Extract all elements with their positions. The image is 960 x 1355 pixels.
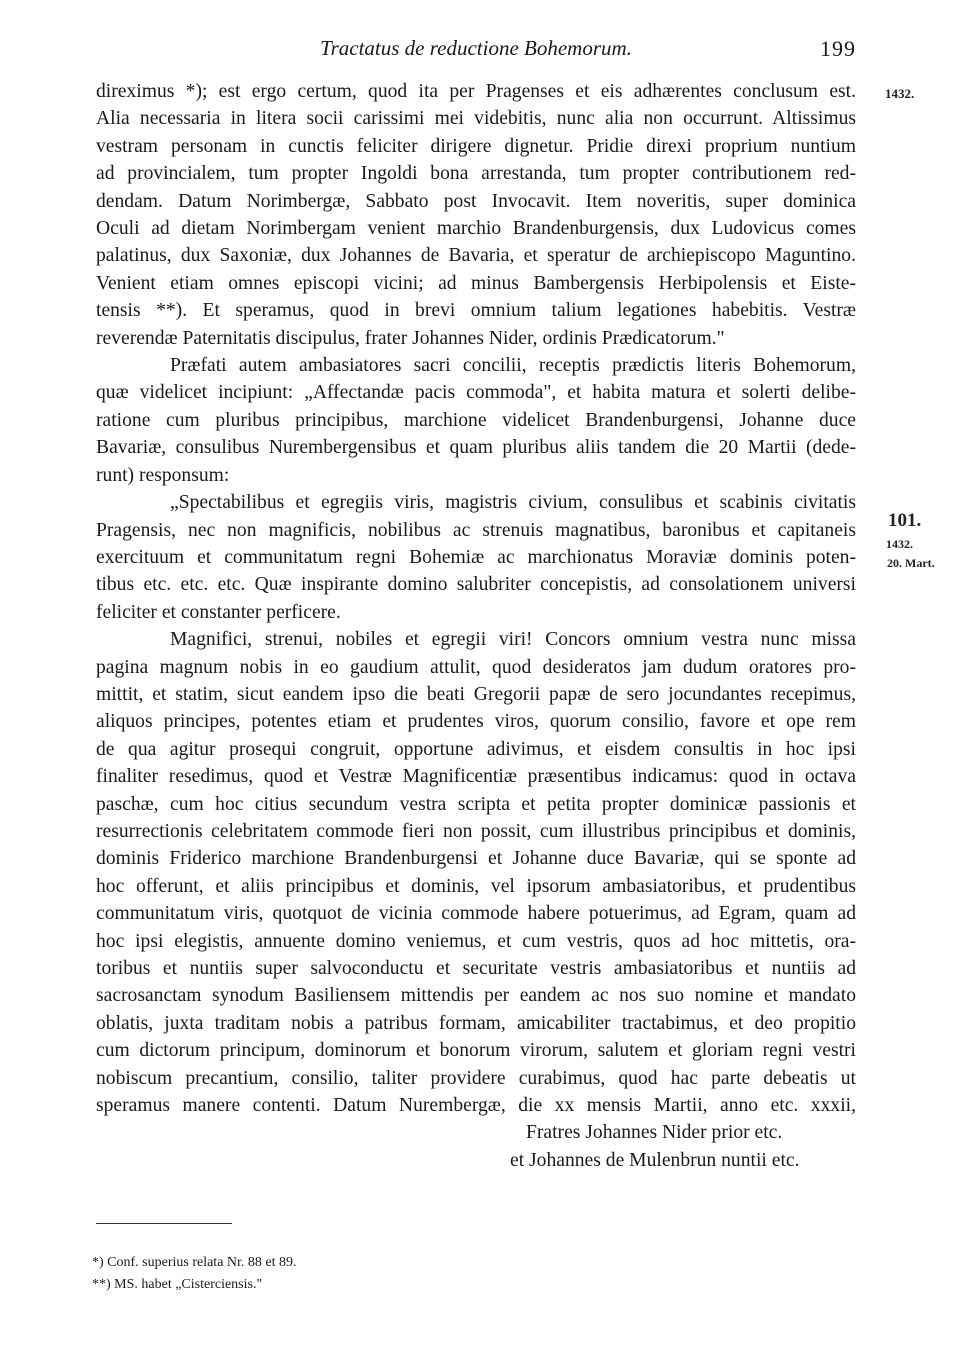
text-line: Bavariæ, consulibus Nurembergensibus et quam pluribus aliis tandem die 20 Martii (dede- bbox=[96, 437, 856, 459]
text-line: feliciter et constanter perficere. bbox=[96, 601, 341, 623]
text-line: sacrosanctam synodum Basiliensem mittendis per eandem ac nos suo nomine et mandato bbox=[96, 985, 856, 1007]
text-line: communitatum viris, quotquot de vicinia commode habere potuerimus, ad Egram, quam ad bbox=[96, 903, 856, 925]
text-line: aliquos principes, potentes etiam et prudentes viros, quorum consilio, favore et ope rem bbox=[96, 711, 856, 733]
running-title: Tractatus de reductione Bohemorum. bbox=[320, 36, 632, 60]
text-line: cum dictorum principum, dominorum et bonorum virorum, salutem et gloriam regni vestri bbox=[96, 1040, 856, 1062]
text-line: Magnifici, strenui, nobiles et egregii viri! Concors omnium vestra nunc missa bbox=[170, 629, 856, 651]
text-line: speramus manere contenti. Datum Nurembergæ, die xx mensis Martii, anno etc. xxxii, bbox=[96, 1095, 856, 1117]
text-line: tibus etc. etc. etc. Quæ inspirante domino salubriter concepistis, ad consolationem universi bbox=[96, 574, 856, 596]
footnote: **) MS. habet „Cisterciensis." bbox=[92, 1277, 263, 1292]
text-line: oblatis, juxta traditam nobis a patribus formam, amicabiliter tractabimus, et deo propitio bbox=[96, 1012, 856, 1034]
footnotes bbox=[92, 1252, 297, 1296]
body-text bbox=[96, 78, 856, 1174]
text-line: tensis **). Et speramus, quod in brevi omnium talium legationes habebitis. Vestræ bbox=[96, 300, 856, 322]
text-line: dendam. Datum Norimbergæ, Sabbato post Invocavit. Item noveritis, super dominica bbox=[96, 190, 856, 212]
text-line: paschæ, cum hoc citius secundum vestra scripta et petita propter dominicæ passionis et bbox=[96, 793, 856, 815]
text-line: runt) responsum: bbox=[96, 464, 230, 486]
footnote-divider bbox=[96, 1223, 232, 1224]
text-line: palatinus, dux Saxoniæ, dux Johannes de Bavaria, et speratur de archiepiscopo Maguntino. bbox=[96, 245, 856, 267]
text-line: nobiscum precantium, consilio, taliter providere curabimus, quod hac parte debeatis ut bbox=[96, 1067, 856, 1089]
text-line: hoc ipsi elegistis, annuente domino veniemus, et cum vestris, quos ad hoc mittetis, ora- bbox=[96, 930, 856, 952]
text-line: Alia necessaria in litera socii carissimi mei videbitis, nunc alia non occurrunt. Altissimus bbox=[96, 108, 856, 130]
margin-document-number: 101. bbox=[888, 510, 922, 531]
text-line: finaliter resedimus, quod et Vestræ Magnificentiæ præsentibus indicamus: quod in octava bbox=[96, 766, 856, 788]
text-line: ad provincialem, tum propter Ingoldi bona arrestanda, tum propter contributionem red- bbox=[96, 163, 856, 185]
margin-year: 1432. bbox=[886, 537, 913, 551]
text-line: de qua agitur prosequi congruit, opportune adivimus, et eisdem consultis in hoc ipsi bbox=[96, 738, 856, 760]
text-line: toribus et nuntiis super salvoconductu et securitate vestris ambasiatoribus et nuntiis ad bbox=[96, 958, 856, 979]
text-line: vestram personam in cunctis feliciter dirigere dignetur. Pridie direxi proprium nuntium bbox=[96, 135, 856, 157]
text-line: Præfati autem ambasiatores sacri concilii, receptis prædictis literis Bohemorum, bbox=[170, 355, 856, 377]
text-line: dominis Friderico marchione Brandenburgensi et Johanne duce Bavariæ, qui se sponte ad bbox=[96, 848, 856, 870]
text-line: hoc offerunt, et aliis principibus et dominis, vel ipsorum ambasiatoribus, et prudentibus bbox=[96, 875, 856, 897]
signature-line: Fratres Johannes Nider prior etc. bbox=[526, 1122, 783, 1144]
text-line: resurrectionis celebritatem commode fieri non possit, cum illustribus principibus et dominis, bbox=[96, 820, 856, 842]
signature-line: et Johannes de Mulenbrun nuntii etc. bbox=[510, 1149, 800, 1171]
margin-year: 1432. bbox=[885, 86, 915, 101]
text-line: „Spectabilibus et egregiis viris, magistris civium, consulibus et scabinis civitatis bbox=[170, 492, 856, 514]
page-number: 199 bbox=[820, 36, 856, 61]
text-line: Pragensis, nec non magnificis, nobilibus ac strenuis magnatibus, baronibus et capitaneis bbox=[96, 519, 856, 541]
text-line: ratione cum pluribus principibus, marchione videlicet Brandenburgensi, Johanne duce bbox=[96, 409, 856, 431]
text-line: quæ videlicet incipiunt: „Affectandæ pacis commoda", et habita matura et solerti delibe- bbox=[96, 382, 856, 404]
text-line: Venient etiam omnes episcopi vicini; ad minus Bambergensis Herbipolensis et Eiste- bbox=[96, 272, 856, 294]
text-line: exercituum et communitatum regni Bohemiæ ac marchionatus Moraviæ dominis poten- bbox=[96, 546, 856, 568]
margin-date: 20. Mart. bbox=[887, 556, 935, 570]
text-line: pagina magnum nobis in eo gaudium attulit, quod desideratos jam dudum oratores pro- bbox=[96, 656, 856, 678]
page-header bbox=[96, 36, 856, 68]
text-line: reverendæ Paternitatis discipulus, frater Johannes Nider, ordinis Prædicatorum." bbox=[96, 327, 725, 349]
text-line: Oculi ad dietam Norimbergam venient marchio Brandenburgensis, dux Ludovicus comes bbox=[96, 218, 856, 240]
footnote: *) Conf. superius relata Nr. 88 et 89. bbox=[92, 1255, 297, 1270]
text-line: mittit, et statim, sicut eandem ipso die beati Gregorii papæ de sero jocundantes recepimus, bbox=[96, 683, 856, 705]
text-line: direximus *); est ergo certum, quod ita per Pragenses et eis adhærentes conclusum est. bbox=[96, 81, 856, 102]
